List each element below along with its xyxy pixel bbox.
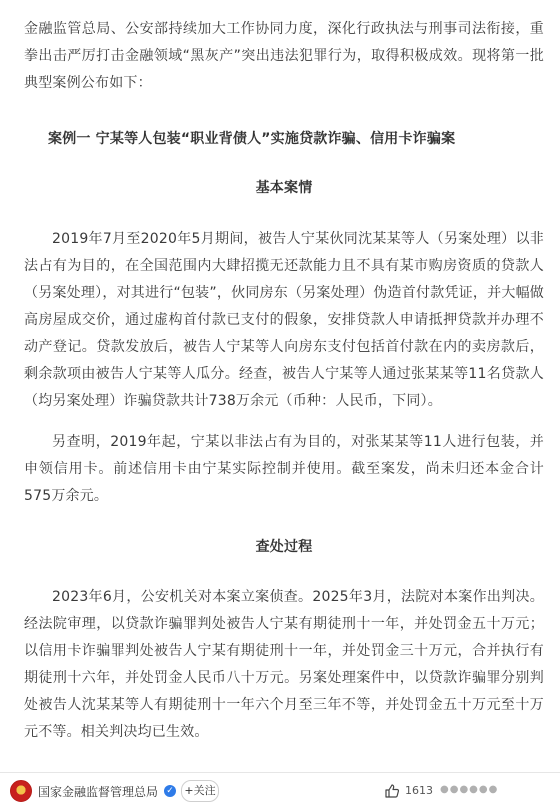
account-avatar[interactable] xyxy=(10,780,32,802)
case-title: 案例一 宁某等人包装“职业背债人”实施贷款诈骗、信用卡诈骗案 xyxy=(48,131,456,147)
follow-button[interactable]: +关注 xyxy=(181,780,219,802)
case-facts-paragraph: 2019年7月至2020年5月期间，被告人宁某伙同沈某某等人（另案处理）以非法占有为目的，在全国范围内大肆招揽无还款能力且不具有某市购房资质的贷款人（另案处理），对其进行“包装”，伙同房东（另案处理）伪造首付款凭证，并大幅做高房屋成交价，通过虚构首付款已支付的假象，安排贷款人申请抵押贷款并办理不动产登记。贷款发放后，被告人宁某等人向房东支付包括首付款在内的卖房款后，剩余款项由被告人宁某等人瓜分。经查，被告人宁某等人通过张某某等11名贷款人（均另案处理）诈骗贷款共计738万余元（币种：人民币，下同）。 xyxy=(24,231,544,409)
additional-facts-paragraph: 另查明，2019年起，宁某以非法占有为目的，对张某某等11人进行包装，并申领信用卡。前述信用卡由宁某实际控制并使用。截至案发，尚未归还本金合计575万余元。 xyxy=(24,434,544,504)
thumbs-up-icon[interactable] xyxy=(384,783,400,799)
bottom-bar xyxy=(0,773,560,810)
section-heading-basic-facts: 基本案情 xyxy=(255,180,313,196)
intro-paragraph: 金融监管总局、公安部持续加大工作协同力度，深化行政执法与刑事司法衔接，重拳出击严厉打击金融领域“黑灰产”突出违法犯罪行为，取得积极成效。现将第一批典型案例公布如下： xyxy=(24,21,544,91)
section-heading-process: 查处过程 xyxy=(255,539,313,555)
like-count: 1613 xyxy=(405,784,433,797)
account-name[interactable]: 国家金融监督管理总局 xyxy=(38,785,159,799)
process-paragraph: 2023年6月，公安机关对本案立案侦查。2025年3月，法院对本案作出判决。经法院审理，以贷款诈骗罪判处被告人宁某有期徒刑十一年，并处罚金五十万元；以信用卡诈骗罪判处被告人宁某有期徒刑十一年，并处罚金三十万元，合并执行有期徒刑十六年，并处罚金人民币八十万元。另案处理案件中，以贷款诈骗罪分别判处被告人沈某某等人有期徒刑十一年六个月至三年不等，并处罚金五十万元至十万元不等。相关判决均已生效。 xyxy=(24,589,544,740)
verified-badge-icon: ✓ xyxy=(164,785,176,797)
blurred-watermark: ●●●●●● xyxy=(440,784,499,795)
